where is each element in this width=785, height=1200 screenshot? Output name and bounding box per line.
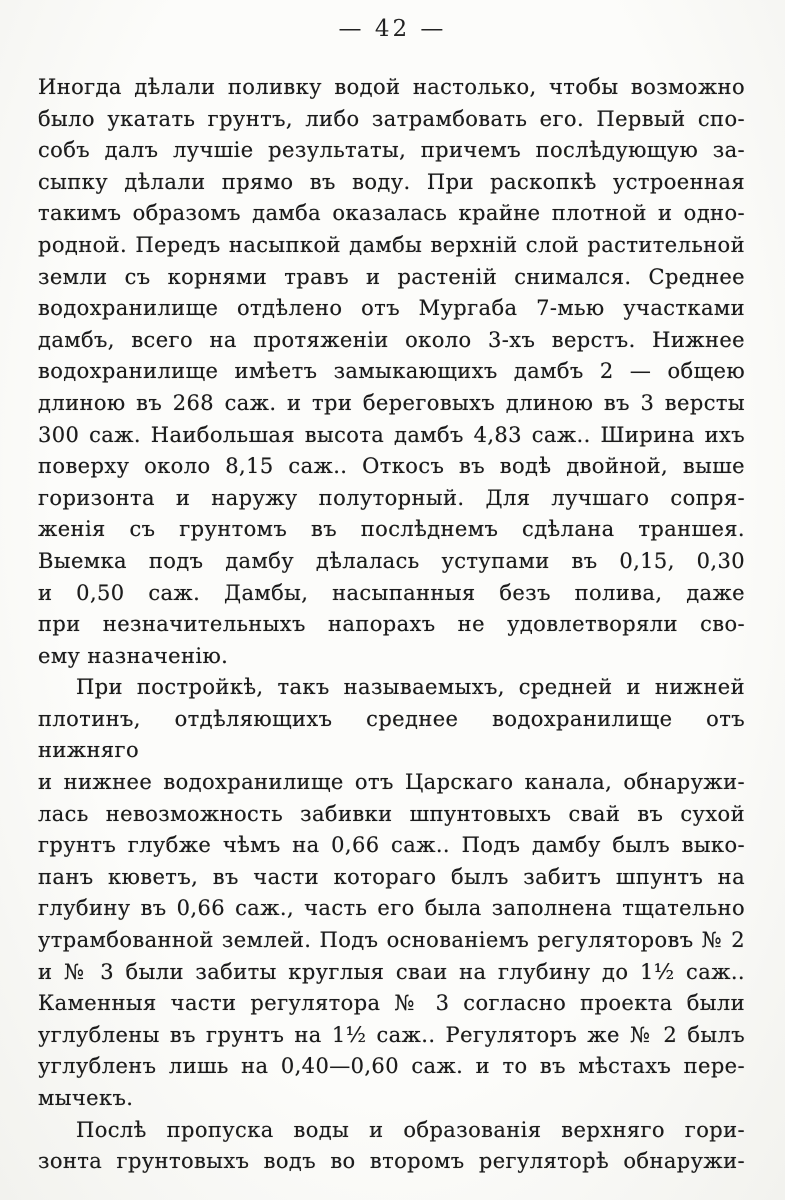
text-line: водохранилище имѣетъ замыкающихъ дамбъ 2 — общею [38, 359, 745, 384]
text-line: поверху около 8,15 саж.. Откосъ въ водѣ двойной, выше [38, 454, 745, 479]
text-line: длиною въ 268 саж. и три береговыхъ длиною въ 3 версты [38, 390, 745, 415]
text-line: лась невозможность забивки шпунтовыхъ свай въ сухой [38, 801, 745, 826]
text-line: было укатать грунтъ, либо затрамбовать его. Первый спо- [38, 106, 745, 131]
text-line: земли съ корнями травъ и растеній снимался. Среднее [38, 264, 745, 289]
text-line: углубленъ лишь на 0,40—0,60 саж. и то въ мѣстахъ пере- [38, 1054, 745, 1079]
paragraph [38, 1115, 745, 1178]
text-line: глубину въ 0,66 саж., часть его была заполнена тщательно [38, 896, 745, 921]
paragraph [38, 672, 745, 1114]
text-line: грунтъ глубже чѣмъ на 0,66 саж.. Подъ дамбу былъ выко- [38, 833, 745, 858]
text-line: при незначительныхъ напорахъ не удовлетворяли сво- [38, 612, 745, 637]
text-line: родной. Передъ насыпкой дамбы верхній слой растительной [38, 232, 745, 257]
text-line: плотинъ, отдѣляющихъ среднее водохранилище отъ нижняго [38, 706, 745, 763]
text-line: женія съ грунтомъ въ послѣднемъ сдѣлана траншея. [38, 517, 745, 542]
text-line: Иногда дѣлали поливку водой настолько, чтобы возможно [38, 75, 745, 99]
text-line: такимъ образомъ дамба оказалась крайне плотной и одно- [38, 201, 745, 226]
text-line: и нижнее водохранилище отъ Царскаго канала, обнаружи- [38, 770, 745, 795]
text-line: Выемка подъ дамбу дѣлалась уступами въ 0,15, 0,30 [38, 548, 745, 573]
page-number: — 42 — [338, 16, 447, 42]
text-line: углублены въ грунтъ на 1½ саж.. Регуляторъ же № 2 былъ [38, 1022, 745, 1047]
text-line: горизонта и наружу полуторный. Для лучшаго сопря- [38, 485, 745, 510]
text-line: мычекъ. [38, 1086, 134, 1110]
paragraph [38, 72, 745, 672]
text-block [38, 72, 745, 1178]
text-line: дамбъ, всего на протяженіи около 3-хъ верстъ. Нижнее [38, 327, 745, 352]
text-line: и 0,50 саж. Дамбы, насыпанныя безъ полива, даже [38, 580, 745, 605]
text-line: утрамбованной землей. Подъ основаніемъ регуляторовъ № 2 [38, 928, 745, 953]
text-line: При постройкѣ, такъ называемыхъ, средней и нижней [76, 675, 745, 700]
text-line: зонта грунтовыхъ водъ во второмъ регуляторѣ обнаружи- [38, 1149, 745, 1174]
text-line: ему назначенію. [38, 643, 229, 668]
text-line: собъ далъ лучшіе результаты, причемъ послѣдующую за- [38, 138, 745, 163]
text-line: и № 3 были забиты круглыя сваи на глубину до 1½ саж.. [38, 959, 745, 984]
text-line: 300 саж. Наибольшая высота дамбъ 4,83 саж.. Ширина ихъ [38, 422, 745, 447]
text-line: панъ кюветъ, въ части котораго былъ забитъ шпунтъ на [38, 864, 745, 889]
text-line: Послѣ пропуска воды и образованія верхняго гори- [76, 1117, 745, 1142]
text-line: Каменныя части регулятора № 3 согласно проекта были [38, 991, 745, 1016]
text-line: водохранилище отдѣлено отъ Мургаба 7-мью участками [38, 296, 745, 321]
text-line: сыпку дѣлали прямо въ воду. При раскопкѣ устроенная [38, 169, 745, 194]
